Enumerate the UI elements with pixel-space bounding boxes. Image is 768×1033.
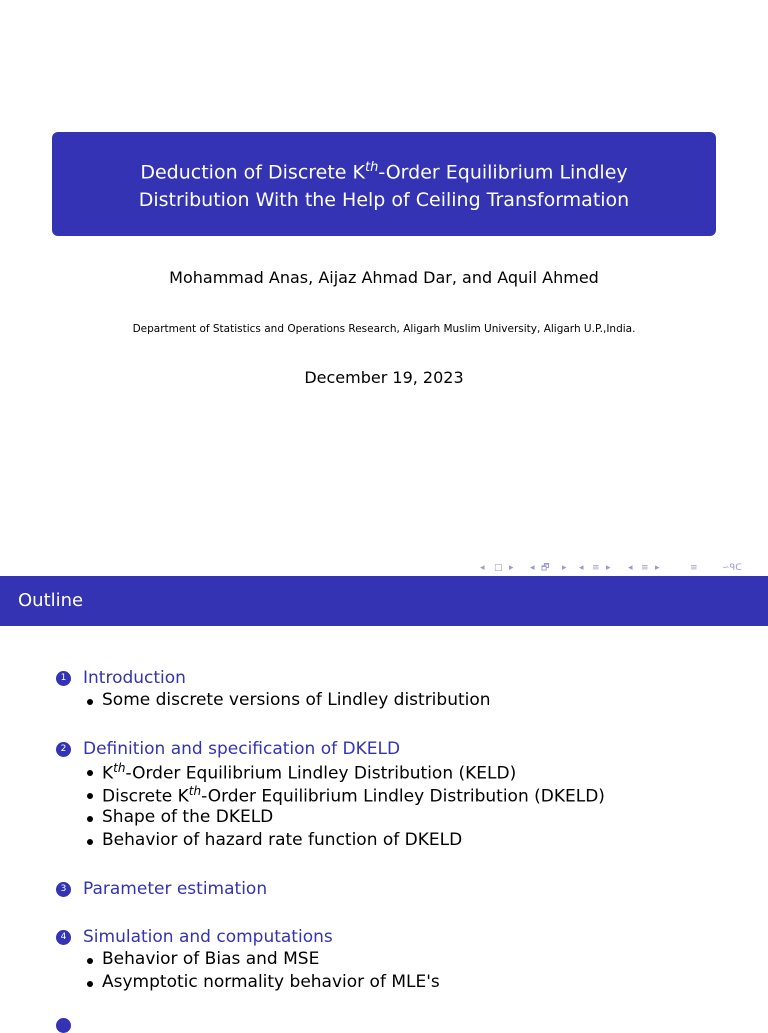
- title-text-b: -Order Equilibrium Lindley: [378, 161, 628, 184]
- subsection-text-pre: Discrete K: [102, 786, 189, 807]
- bullet-icon: [87, 770, 93, 776]
- nav-next-doc-icon[interactable]: ▸: [655, 563, 660, 573]
- outline-title-bar: [0, 576, 768, 626]
- bullet-icon: [87, 958, 93, 964]
- navigation-bar: [478, 561, 768, 575]
- nav-prev-section-icon[interactable]: ◂: [579, 563, 584, 573]
- nav-next-section-icon[interactable]: ▸: [606, 563, 611, 573]
- nav-prev-subsection-icon[interactable]: ◂: [530, 563, 535, 573]
- nav-menu-icon[interactable]: ≡: [690, 563, 698, 573]
- section-title-link[interactable]: Simulation and computations: [83, 927, 333, 947]
- subsection-link[interactable]: Asymptotic normality behavior of MLE's: [102, 972, 440, 992]
- nav-doc-icon[interactable]: ≡: [641, 563, 649, 573]
- authors: Mohammad Anas, Aijaz Ahmad Dar, and Aquil Ahmed: [169, 268, 599, 287]
- subsection-text-pre: K: [102, 763, 114, 784]
- bullet-icon: [87, 699, 93, 705]
- section-number: 3: [56, 882, 71, 897]
- subsection-link[interactable]: Behavior of Bias and MSE: [102, 949, 320, 969]
- nav-next-subsection-icon[interactable]: ▸: [562, 563, 567, 573]
- nav-search-icon[interactable]: ∽ᑫᑕ: [722, 563, 742, 573]
- nav-prev-doc-icon[interactable]: ◂: [628, 563, 633, 573]
- title-box: [52, 132, 716, 236]
- section-title-link[interactable]: Parameter estimation: [83, 879, 268, 899]
- subsection-link[interactable]: Shape of the DKELD: [102, 807, 274, 827]
- bullet-icon: [87, 816, 93, 822]
- subsection-link[interactable]: [102, 784, 605, 807]
- title-superscript: th: [365, 160, 379, 176]
- nav-subsection-icon[interactable]: 🗗: [541, 563, 550, 573]
- date: December 19, 2023: [304, 368, 464, 387]
- nav-section-icon[interactable]: ≡: [592, 563, 600, 573]
- outline-title: Outline: [18, 590, 84, 611]
- nav-frame-icon[interactable]: □: [494, 563, 503, 573]
- title-line-2: Distribution With the Help of Ceiling Transformation: [138, 188, 630, 211]
- subsection-text-post: -Order Equilibrium Lindley Distribution (KELD): [125, 763, 517, 784]
- subsection-link[interactable]: [102, 761, 516, 784]
- bullet-icon: [87, 839, 93, 845]
- affiliation: Department of Statistics and Operations Research, Aligarh Muslim University, Aligarh U.P.,India.: [132, 323, 636, 335]
- subsection-superscript: th: [113, 761, 126, 775]
- subsection-link[interactable]: Some discrete versions of Lindley distribution: [102, 690, 491, 710]
- subsection-link[interactable]: Behavior of hazard rate function of DKELD: [102, 830, 463, 850]
- outline-slide: [0, 626, 768, 1024]
- bullet-icon: [87, 981, 93, 987]
- section-title-link[interactable]: Definition and specification of DKELD: [83, 739, 401, 759]
- section-number: 4: [56, 930, 71, 945]
- subsection-superscript: th: [188, 784, 202, 798]
- title-text-a: Deduction of Discrete K: [140, 161, 365, 184]
- bullet-icon: [87, 793, 93, 799]
- subsection-text-post: -Order Equilibrium Lindley Distribution (DKELD): [201, 786, 605, 807]
- nav-next-frame-icon[interactable]: ▸: [509, 563, 514, 573]
- title-line-1: [140, 154, 627, 186]
- section-number: 2: [56, 742, 71, 757]
- section-title-link[interactable]: Introduction: [83, 668, 186, 688]
- section-number-partial: [56, 1018, 71, 1033]
- nav-prev-frame-icon[interactable]: ◂: [480, 563, 485, 573]
- section-number: 1: [56, 671, 71, 686]
